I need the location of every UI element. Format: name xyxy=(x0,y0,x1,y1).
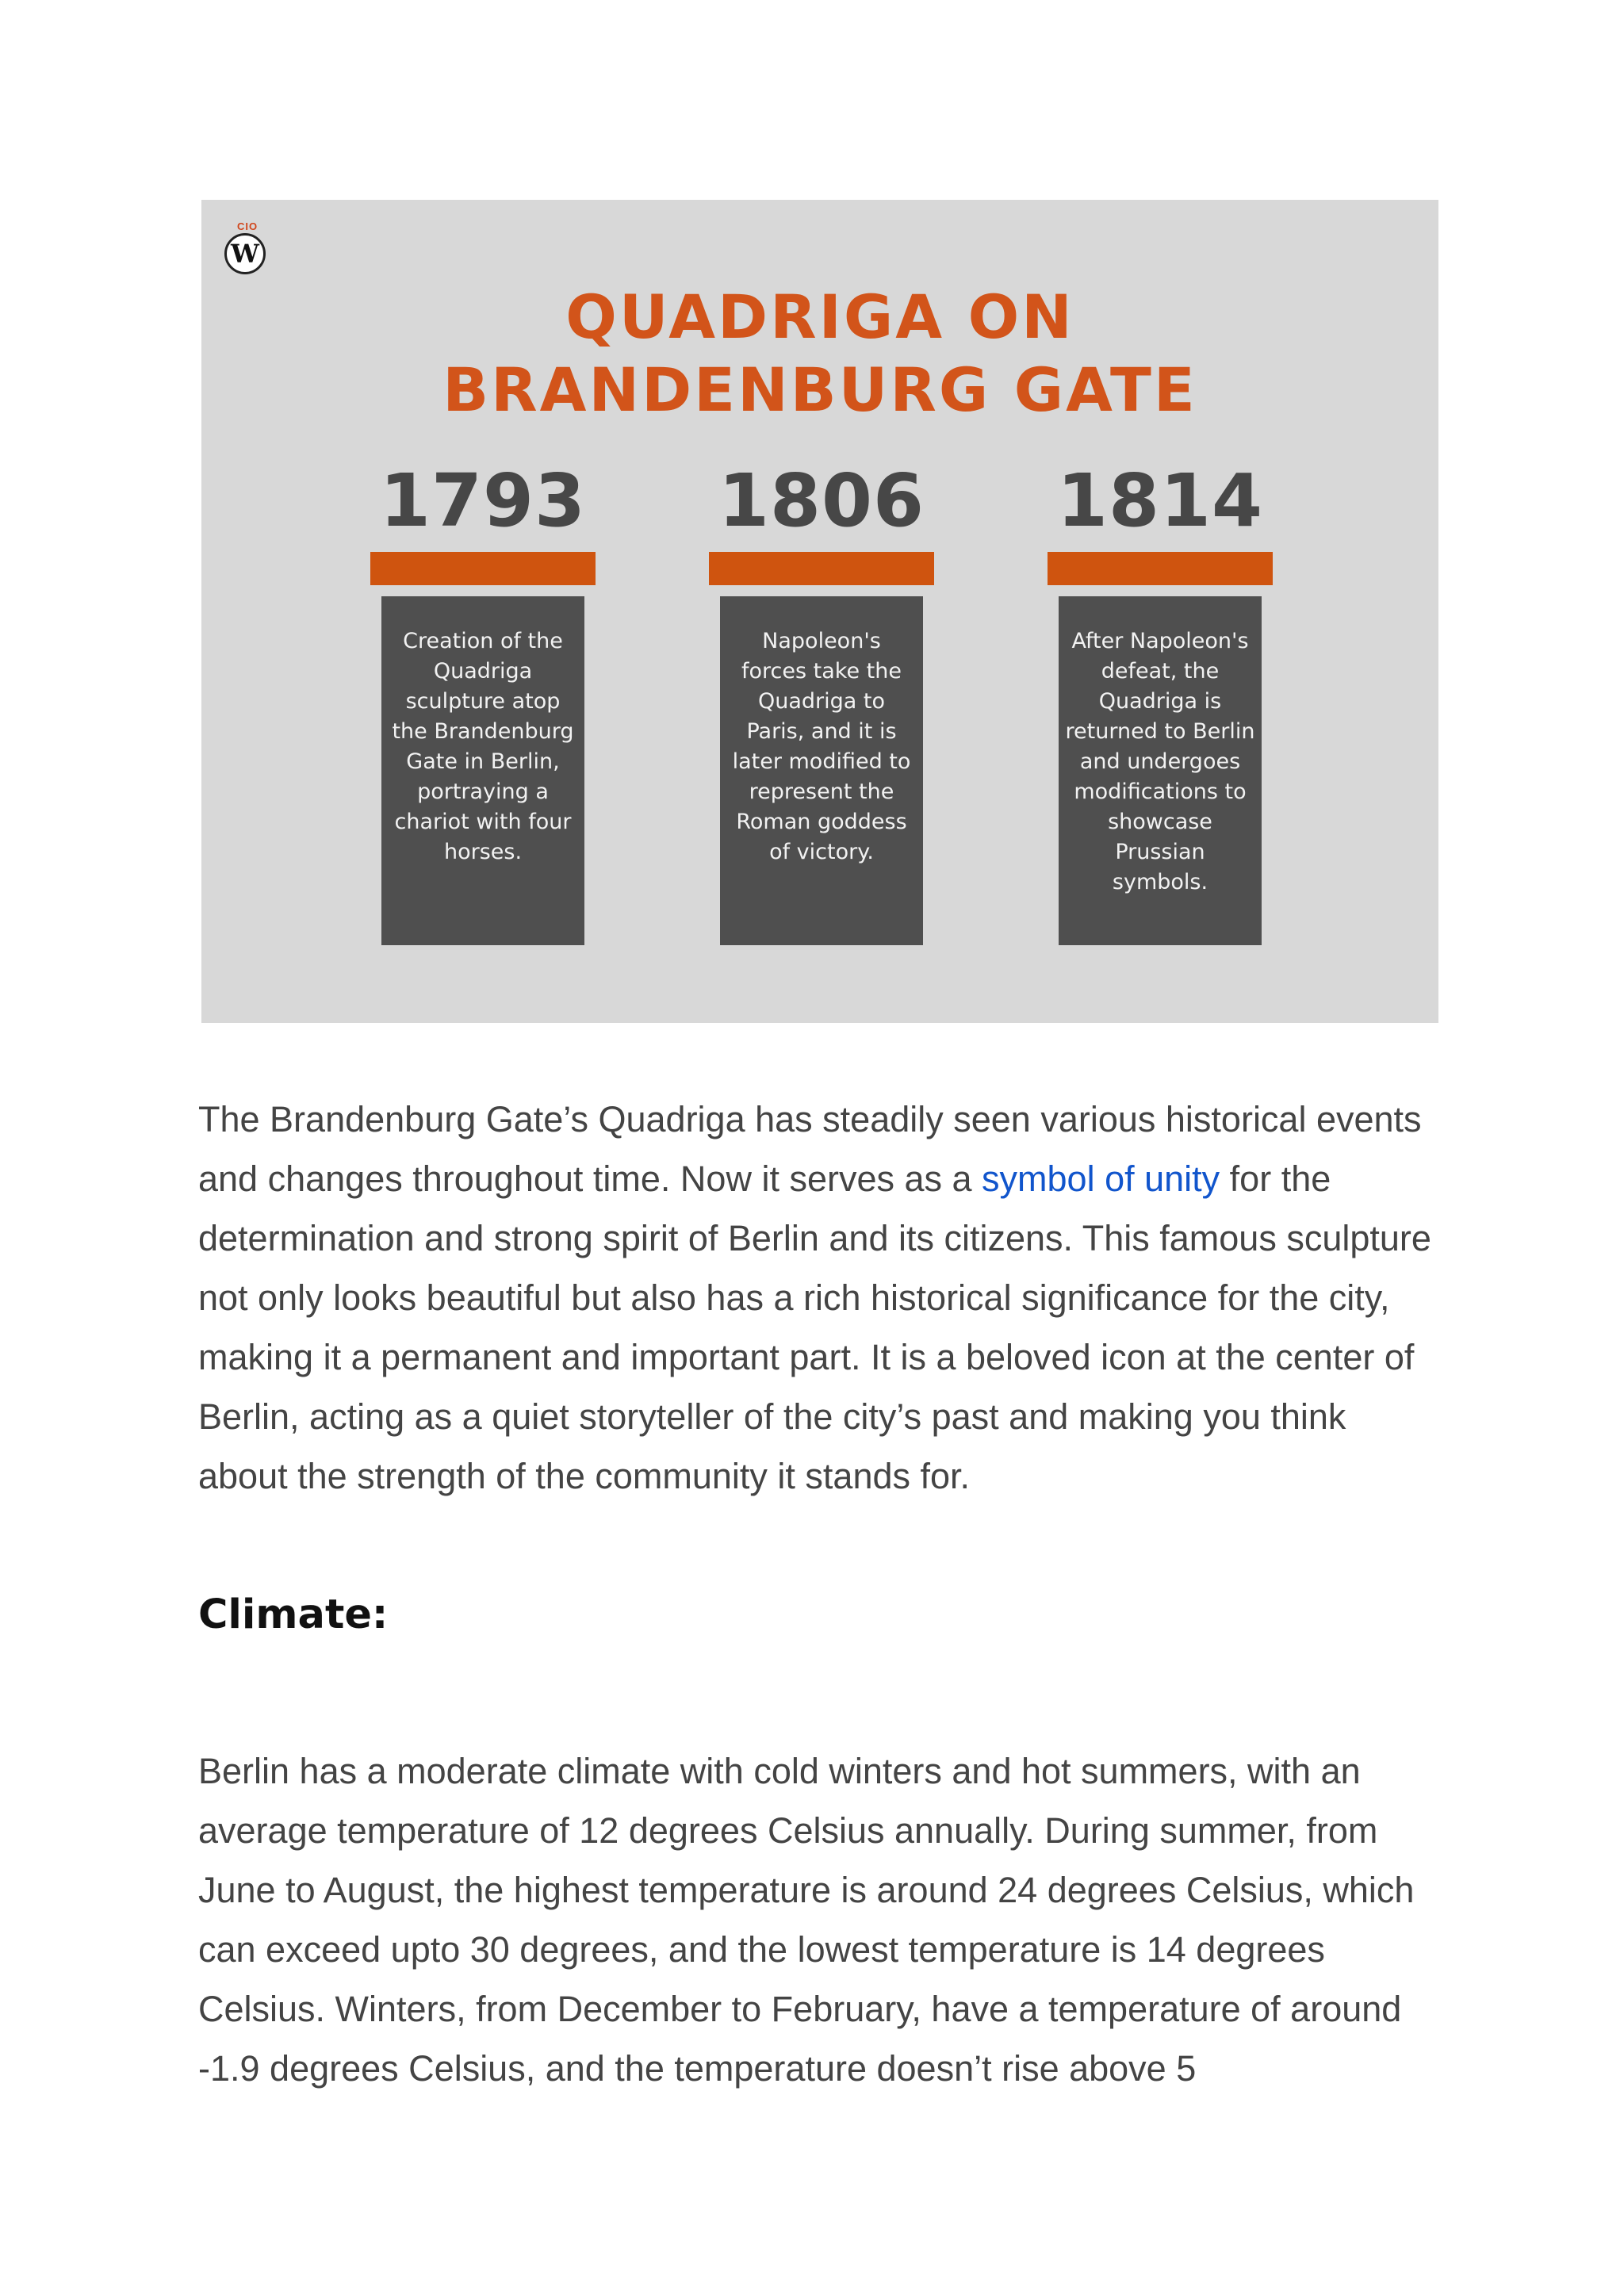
timeline-year: 1814 xyxy=(1056,458,1264,543)
timeline-description: Creation of the Quadriga sculpture atop the Brandenburg Gate in Berlin, portraying a chariot with four horses. xyxy=(381,596,584,945)
paragraph-text-after-link: for the determination and strong spirit of Berlin and its citizens. This famous sculpture not only looks beautiful but also has a rich historical significance for the city, making it a permanent and important part. It is a beloved icon at the center of Berlin, acting as a quiet storyteller of the city’s past and making you think about the strength of the community it stands for. xyxy=(198,1158,1431,1496)
timeline-year: 1793 xyxy=(379,458,587,543)
cio-women-logo-icon xyxy=(224,220,271,271)
timeline-accent-bar xyxy=(370,552,596,585)
timeline-description: After Napoleon's defeat, the Quadriga is returned to Berlin and undergoes modifications to showcase Prussian symbols. xyxy=(1059,596,1262,945)
quadriga-paragraph xyxy=(198,1090,1443,1506)
timeline-accent-bar xyxy=(1048,552,1273,585)
timeline-column-1793 xyxy=(370,458,596,945)
paragraph-text-before-link: The Brandenburg Gate’s Quadriga has steadily seen various historical events and changes throughout time. Now it serves as a xyxy=(198,1099,1422,1199)
logo-badge-text: CIO xyxy=(236,220,259,232)
logo-letter: W xyxy=(224,233,266,274)
timeline-column-1806 xyxy=(709,458,934,945)
timeline-accent-bar xyxy=(709,552,934,585)
infographic-title-line1: QUADRIGA ON xyxy=(565,281,1074,352)
climate-heading: Climate: xyxy=(198,1591,389,1638)
timeline-column-1814 xyxy=(1048,458,1273,945)
timeline-description: Napoleon's forces take the Quadriga to Paris, and it is later modified to represent the Roman goddess of victory. xyxy=(720,596,923,945)
climate-paragraph: Berlin has a moderate climate with cold winters and hot summers, with an average temperature of 12 degrees Celsius annually. During summer, from June to August, the highest temperature is around 24 degrees Celsius, which can exceed upto 30 degrees, and the lowest temperature is 14 degrees Celsius. Winters, from December to February, have a temperature of around -1.9 degrees Celsius, and the temperature doesn’t rise above 5 xyxy=(198,1751,1415,2089)
quadriga-infographic xyxy=(201,200,1438,1023)
timeline-year: 1806 xyxy=(718,458,925,543)
infographic-title-line2: BRANDENBURG GATE xyxy=(442,354,1197,425)
infographic-title xyxy=(201,281,1438,427)
symbol-of-unity-link[interactable]: symbol of unity xyxy=(982,1158,1220,1199)
